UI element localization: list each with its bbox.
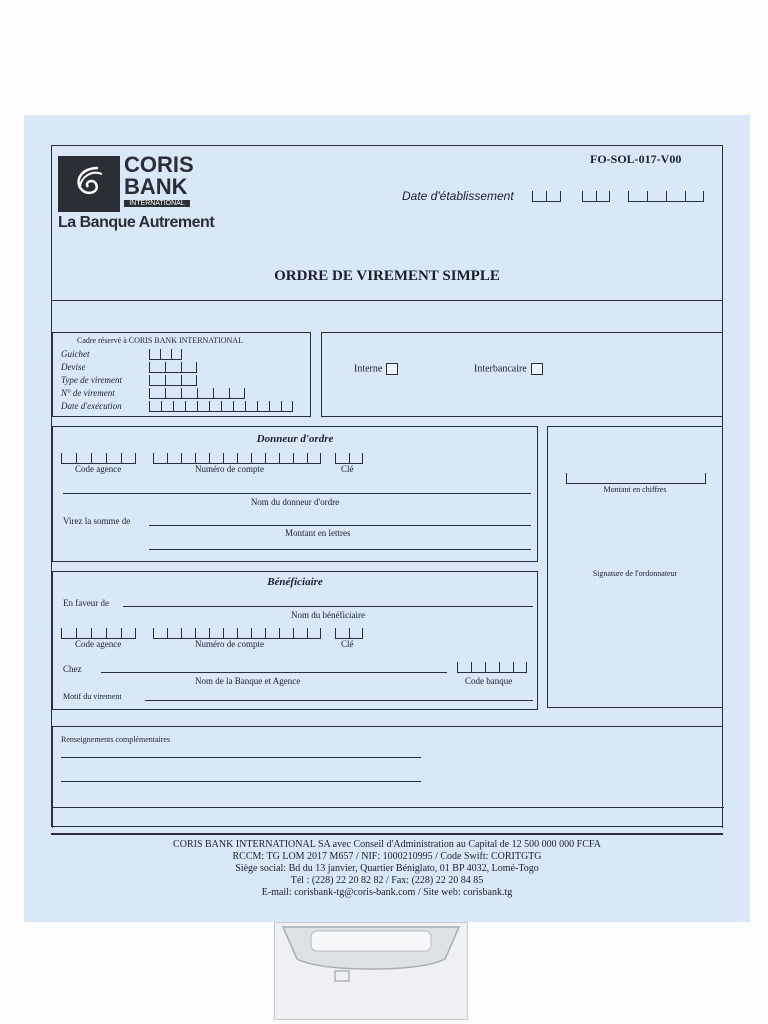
footer-line-1: CORIS BANK INTERNATIONAL SA avec Conseil d'Administration au Capital de 12 500 000 000 FCFA bbox=[173, 839, 601, 850]
type-cells[interactable] bbox=[149, 375, 197, 386]
amount-signature-box bbox=[547, 426, 723, 708]
motif-label: Motif du virement bbox=[63, 692, 122, 701]
date-establishment-cells[interactable] bbox=[532, 191, 561, 202]
footer-divider bbox=[51, 833, 723, 835]
interbancaire-option[interactable] bbox=[474, 363, 543, 375]
form-stand-holder bbox=[274, 922, 468, 1020]
beneficiary-account-cells[interactable] bbox=[153, 628, 321, 639]
beneficiary-name-line[interactable] bbox=[123, 606, 533, 607]
interne-label: Interne bbox=[354, 363, 383, 375]
signature-label: Signature de l'ordonnateur bbox=[592, 569, 678, 578]
amount-words-line-2[interactable] bbox=[149, 549, 531, 550]
amount-words-label: Montant en lettres bbox=[285, 528, 351, 538]
motif-line[interactable] bbox=[145, 700, 533, 701]
form-code: FO-SOL-017-V00 bbox=[590, 152, 682, 166]
bank-code-cells[interactable] bbox=[457, 662, 527, 673]
donor-key-cells[interactable] bbox=[335, 453, 363, 464]
beneficiary-code-agence-cells[interactable] bbox=[61, 628, 136, 639]
beneficiary-name-label: Nom du bénéficiaire bbox=[291, 610, 365, 620]
amount-figures-cells[interactable] bbox=[566, 473, 706, 484]
date-establishment-label: Date d'établissement bbox=[402, 189, 514, 203]
interbancaire-label: Interbancaire bbox=[474, 363, 527, 375]
donor-code-agence-cells[interactable] bbox=[61, 453, 136, 464]
header-divider bbox=[52, 300, 722, 301]
transfer-number-cells[interactable] bbox=[149, 388, 245, 399]
extra-info-box bbox=[52, 726, 723, 828]
interbancaire-checkbox[interactable] bbox=[531, 363, 543, 375]
interne-checkbox[interactable] bbox=[386, 363, 398, 375]
donor-key-label: Clé bbox=[341, 464, 354, 474]
footer-line-5: E-mail: corisbank-tg@coris-bank.com / Site web: corisbank.tg bbox=[261, 887, 513, 898]
extra-info-heading: Renseignements complémentaires bbox=[61, 735, 171, 744]
reserved-number-label: N° de virement bbox=[61, 388, 115, 398]
reserved-date-label: Date d'exécution bbox=[61, 401, 122, 411]
extra-info-line-1[interactable] bbox=[61, 757, 421, 758]
bank-slogan: La Banque Autrement bbox=[58, 214, 215, 231]
amount-prefix: Virez la somme de bbox=[63, 516, 131, 526]
amount-figures-label: Montant en chiffres bbox=[603, 485, 667, 494]
reserved-guichet-label: Guichet bbox=[61, 349, 90, 359]
footer-line-4: Tél : (228) 22 20 82 82 / Fax: (228) 22 20 84 85 bbox=[290, 875, 484, 886]
transfer-form-sheet bbox=[24, 115, 750, 922]
amount-words-line[interactable] bbox=[149, 525, 531, 526]
footer-line-3: Siège social: Bd du 13 janvier, Quartier Béniglato, 01 BP 4032, Lomé-Togo bbox=[235, 863, 539, 874]
donor-box bbox=[52, 426, 538, 562]
coris-logo-mark bbox=[58, 156, 120, 212]
guichet-cells[interactable] bbox=[149, 349, 182, 360]
date-establishment-year-cells[interactable] bbox=[628, 191, 704, 202]
extra-info-line-2[interactable] bbox=[61, 781, 421, 782]
chez-label: Chez bbox=[63, 664, 82, 674]
donor-name-line[interactable] bbox=[63, 493, 531, 494]
bank-agency-line[interactable] bbox=[101, 672, 447, 673]
bank-code-label: Code banque bbox=[465, 676, 513, 686]
form-frame bbox=[51, 145, 723, 827]
reserved-box bbox=[52, 332, 311, 417]
beneficiary-key-label: Clé bbox=[341, 639, 354, 649]
bank-name-line2: BANK bbox=[124, 174, 188, 199]
beneficiary-key-cells[interactable] bbox=[335, 628, 363, 639]
swirl-icon bbox=[58, 156, 120, 212]
bank-badge: INTERNATIONAL bbox=[124, 200, 190, 207]
beneficiary-code-agence-label: Code agence bbox=[75, 639, 122, 649]
date-establishment-month-cells[interactable] bbox=[582, 191, 610, 202]
extra-info-bottom-line bbox=[53, 807, 724, 808]
donor-heading: Donneur d'ordre bbox=[256, 433, 334, 445]
donor-account-cells[interactable] bbox=[153, 453, 321, 464]
donor-name-label: Nom du donneur d'ordre bbox=[250, 497, 340, 507]
interne-option[interactable] bbox=[354, 363, 398, 375]
execution-date-cells[interactable] bbox=[149, 401, 293, 412]
form-title: ORDRE DE VIREMENT SIMPLE bbox=[274, 268, 500, 284]
donor-account-label: Numéro de compte bbox=[195, 464, 264, 474]
devise-cells[interactable] bbox=[149, 362, 197, 373]
footer-line-2: RCCM: TG LOM 2017 M657 / NIF: 1000210995 / Code Swift: CORITGTG bbox=[232, 851, 542, 862]
reserved-devise-label: Devise bbox=[61, 362, 86, 372]
in-favor-label: En faveur de bbox=[63, 598, 109, 608]
bank-agency-label: Nom de la Banque et Agence bbox=[195, 676, 301, 686]
donor-code-agence-label: Code agence bbox=[75, 464, 122, 474]
beneficiary-box bbox=[52, 571, 538, 710]
reserved-heading: Cadre réservé à CORIS BANK INTERNATIONAL bbox=[77, 336, 243, 345]
reserved-type-label: Type de virement bbox=[61, 375, 122, 385]
transfer-type-box bbox=[321, 332, 723, 417]
bank-name-line1: CORIS bbox=[124, 152, 194, 177]
beneficiary-account-label: Numéro de compte bbox=[195, 639, 264, 649]
holder-bracket-icon bbox=[275, 923, 467, 1019]
beneficiary-heading: Bénéficiaire bbox=[267, 576, 323, 588]
